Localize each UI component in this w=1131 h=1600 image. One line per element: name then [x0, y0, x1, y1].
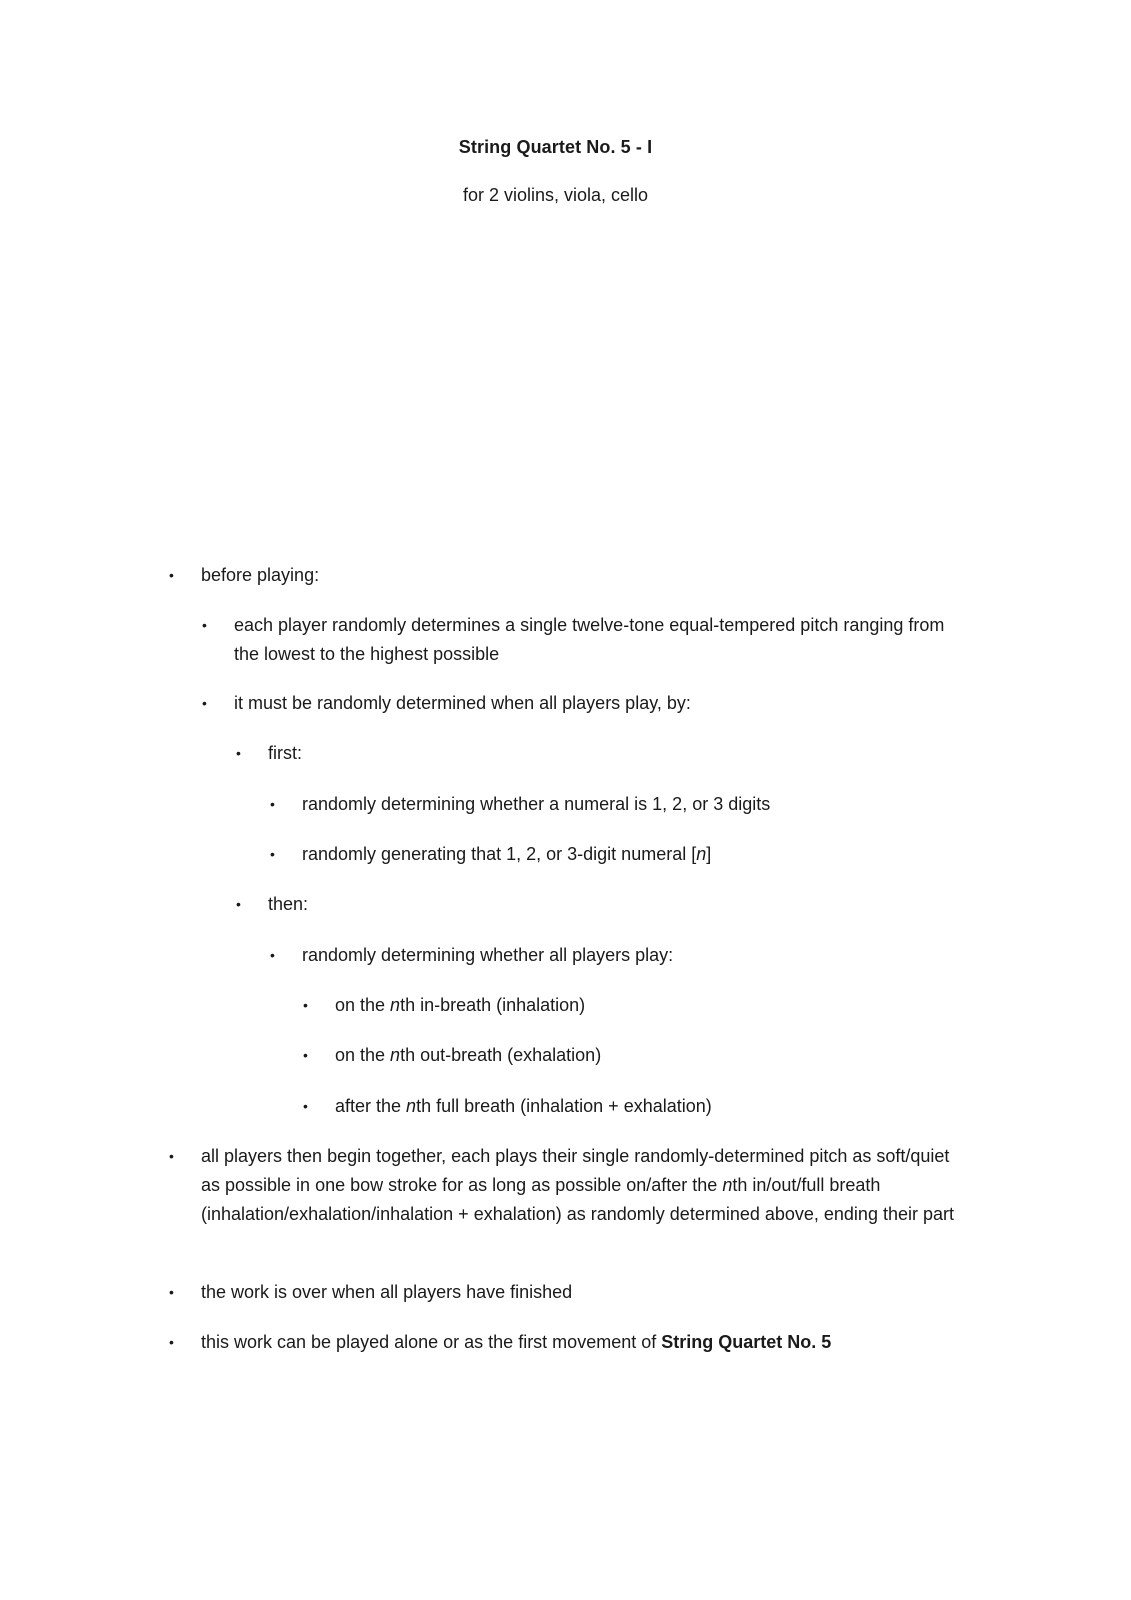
- bullet-icon: •: [303, 997, 308, 1013]
- list-item-out-breath: [303, 1041, 955, 1070]
- begin-rule-text-start: all players then begin together, each plays their single randomly-determined pitch as soft/quiet as possible in one bow stroke for as long as possible on/after the: [201, 1146, 950, 1195]
- bullet-icon: •: [202, 617, 207, 633]
- bullet-icon: •: [169, 567, 174, 583]
- list-item-movement-rule: [169, 1328, 971, 1357]
- full-breath-text-end: th full breath (inhalation + exhalation): [416, 1096, 712, 1116]
- bullet-icon: •: [202, 695, 207, 711]
- n-variable: n: [722, 1175, 733, 1195]
- list-item-in-breath: [303, 991, 955, 1020]
- bullet-icon: •: [303, 1047, 308, 1063]
- list-item-when-rule: [202, 689, 974, 718]
- generate-rule-text-end: ]: [706, 844, 712, 864]
- in-breath-text-start: on the: [335, 995, 391, 1015]
- begin-rule-text-end: th in/out/full breath (inhalation/exhalation/inhalation + exhalation) as randomly determined above, ending their part: [201, 1175, 954, 1224]
- bullet-icon: •: [303, 1098, 308, 1114]
- list-item-digits-rule: [270, 790, 962, 819]
- pitch-rule-text: each player randomly determines a single twelve-tone equal-tempered pitch ranging from the lowest to the highest possible: [234, 615, 945, 664]
- bullet-icon: •: [270, 947, 275, 963]
- then-text: then:: [268, 894, 309, 914]
- n-variable: n: [696, 844, 707, 864]
- generate-rule-text-start: randomly generating that 1, 2, or 3-digit numeral [: [302, 844, 697, 864]
- bullet-icon: •: [270, 846, 275, 862]
- out-breath-text-end: th out-breath (exhalation): [400, 1045, 602, 1065]
- bullet-icon: •: [236, 745, 241, 761]
- n-variable: n: [406, 1096, 417, 1116]
- bullet-icon: •: [169, 1334, 174, 1350]
- list-item-before-playing: [169, 561, 971, 590]
- list-item-generate-rule: [270, 840, 962, 869]
- list-item-over-rule: [169, 1278, 971, 1307]
- list-item-begin-rule: [169, 1142, 971, 1229]
- list-item-full-breath: [303, 1092, 955, 1121]
- n-variable: n: [390, 995, 401, 1015]
- quartet-title-reference: String Quartet No. 5: [661, 1332, 832, 1352]
- bullet-icon: •: [169, 1148, 174, 1164]
- before-playing-text: before playing:: [201, 565, 320, 585]
- digits-rule-text: randomly determining whether a numeral is 1, 2, or 3 digits: [302, 794, 771, 814]
- bullet-icon: •: [169, 1284, 174, 1300]
- out-breath-text-start: on the: [335, 1045, 391, 1065]
- document-title: String Quartet No. 5 - I: [458, 137, 653, 157]
- when-rule-text: it must be randomly determined when all players play, by:: [234, 693, 691, 713]
- whether-rule-text: randomly determining whether all players play:: [302, 945, 674, 965]
- in-breath-text-end: th in-breath (inhalation): [400, 995, 586, 1015]
- bullet-icon: •: [270, 796, 275, 812]
- list-item-pitch-rule: [202, 611, 974, 669]
- full-breath-text-start: after the: [335, 1096, 407, 1116]
- list-item-then: [236, 890, 968, 919]
- list-item-first: [236, 739, 968, 768]
- n-variable: n: [390, 1045, 401, 1065]
- first-text: first:: [268, 743, 302, 763]
- over-rule-text: the work is over when all players have finished: [201, 1282, 573, 1302]
- movement-rule-text: this work can be played alone or as the first movement of: [201, 1332, 662, 1352]
- list-item-whether-rule: [270, 941, 962, 970]
- bullet-icon: •: [236, 896, 241, 912]
- document-subtitle: for 2 violins, viola, cello: [462, 185, 649, 205]
